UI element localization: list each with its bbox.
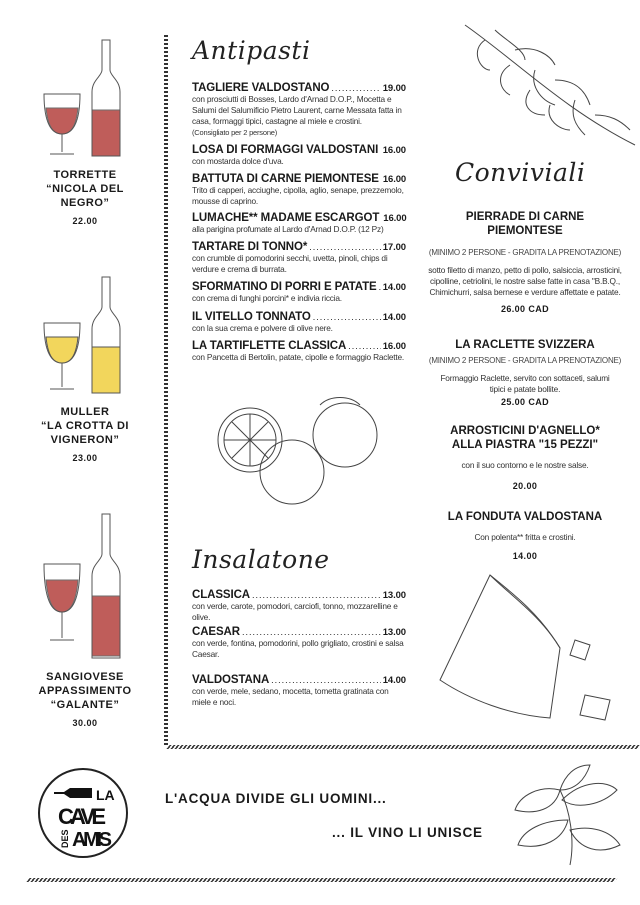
svg-text:LA: LA xyxy=(96,787,115,803)
item-price: 13.00 xyxy=(382,627,406,638)
item-minimum: (MINIMO 2 PERSONE - GRADITA LA PRENOTAZIONE) xyxy=(428,356,622,365)
item-name: ARROSTICINI D'AGNELLO* ALLA PIASTRA "15 PEZZI" xyxy=(450,425,600,451)
item-name: PIERRADE DI CARNE PIEMONTESE xyxy=(465,211,585,237)
item-name: IL VITELLO TONNATO xyxy=(192,311,311,323)
item-price: 16.00 xyxy=(383,213,407,224)
conviviali-item xyxy=(425,510,625,561)
item-price: 14.00 xyxy=(512,551,538,561)
item-price: 19.00 xyxy=(382,83,406,94)
item-price: 25.00 CAD xyxy=(500,397,550,407)
conviviali-item xyxy=(425,338,625,407)
wine-2 xyxy=(20,275,150,463)
logo-graphic xyxy=(40,770,126,856)
item-description: Con polenta** fritta e crostini. xyxy=(474,532,576,542)
item-description: con Pancetta di Bertolin, patate, cipolle e formaggio Raclette. xyxy=(192,352,405,362)
horizontal-divider xyxy=(166,745,640,749)
item-description: con il suo contorno e le nostre salse. xyxy=(461,460,589,470)
item-description: alla parigina profumate al Lardo d'Arnad D.O.P. (12 Pz) xyxy=(192,224,384,234)
item-name: LA FONDUTA VALDOSTANA xyxy=(447,511,603,523)
item-description: con verde, mele, sedano, mocetta, tometta gratinata con miele e noci. xyxy=(192,686,389,707)
menu-item xyxy=(192,173,406,207)
item-name: LOSA DI FORMAGGI VALDOSTANI xyxy=(192,144,379,156)
svg-text:AMIS: AMIS xyxy=(72,829,112,851)
item-price: 16.00 xyxy=(382,341,406,352)
item-description: con verde, carote, pomodori, carciofi, tonno, mozzarelline e olive. xyxy=(192,601,398,622)
item-minimum: (MINIMO 2 PERSONE - GRADITA LA PRENOTAZIONE) xyxy=(428,248,622,257)
item-price: 26.00 CAD xyxy=(500,304,550,314)
item-price: 20.00 xyxy=(512,481,538,491)
svg-text:DES: DES xyxy=(60,829,70,848)
item-price: 14.00 xyxy=(382,675,406,686)
wine-price: 22.00 xyxy=(72,216,98,226)
lemons-illustration xyxy=(210,390,390,510)
item-name: TAGLIERE VALDOSTANO xyxy=(192,82,330,94)
item-price: 14.00 xyxy=(382,282,406,293)
item-price: 13.00 xyxy=(382,590,406,601)
item-name: SFORMATINO DI PORRI E PATATE xyxy=(192,281,377,293)
item-description: Formaggio Raclette, servito con sottaceti, salumi tipici e patate bollite. xyxy=(440,373,610,394)
wine-bottle-glass-icon xyxy=(40,275,130,397)
item-description: sotto filetto di manzo, petto di pollo, salsiccia, arrosticini, cipolline, cetriolini, le nostre salse fatte in casa "B.B.Q., Chimichurri, salsa bernese e verdure affettate e patate. xyxy=(428,265,622,297)
wine-price: 23.00 xyxy=(72,453,98,463)
item-note: (Consigliato per 2 persone) xyxy=(192,128,278,137)
item-price: 14.00 xyxy=(382,312,406,323)
item-price: 16.00 xyxy=(382,174,407,185)
wine-name: MULLER “LA CROTTA DI VIGNERON” xyxy=(41,406,129,446)
item-name: LUMACHE** MADAME ESCARGOT xyxy=(192,212,380,224)
antipasti-title: Antipasti xyxy=(192,36,311,65)
wine-name: TORRETTE “NICOLA DEL NEGRO” xyxy=(46,169,124,209)
bottom-divider xyxy=(26,878,617,882)
wine-price: 30.00 xyxy=(72,718,98,728)
item-description: con la sua crema e polvere di olive nere. xyxy=(192,323,333,333)
menu-item xyxy=(192,144,406,167)
menu-item xyxy=(192,674,406,708)
item-name: CLASSICA xyxy=(192,589,250,601)
conviviali-item xyxy=(425,210,625,314)
item-price: 17.00 xyxy=(382,242,406,253)
wine-bottle-glass-icon xyxy=(40,38,130,160)
item-price: 16.00 xyxy=(382,145,406,156)
svg-text:CAVE: CAVE xyxy=(58,804,106,829)
menu-item xyxy=(192,311,406,334)
item-description: con crumble di pomodorini secchi, uvetta, pinoli, chips di verdure e crema di burrata. xyxy=(192,253,388,274)
logo xyxy=(38,768,128,858)
menu-item xyxy=(192,626,406,660)
item-name: LA TARTIFLETTE CLASSICA xyxy=(192,340,347,352)
wine-name: SANGIOVESE APPASSIMENTO “GALANTE” xyxy=(38,671,132,711)
menu-item xyxy=(192,281,406,304)
item-name: CAESAR xyxy=(192,626,240,638)
item-name: LA RACLETTE SVIZZERA xyxy=(455,339,595,351)
item-description: con verde, fontina, pomodorini, pollo grigliato, crostini e salsa Caesar. xyxy=(192,638,404,659)
vertical-divider xyxy=(164,35,168,747)
item-description: con crema di funghi porcini* e indivia riccia. xyxy=(192,293,342,303)
slogan-line-1: L'ACQUA DIVIDE GLI UOMINI... xyxy=(165,791,387,806)
item-description: con prosciutti di Bosses, Lardo d'Arnad D.O.P., Mocetta e Salumi del Salumificio Pietro Laurent, carne Messata fatta in casa, formaggi tipici, castagne al miele e crostini. xyxy=(192,94,402,126)
basil-illustration xyxy=(500,760,630,870)
item-name: VALDOSTANA xyxy=(192,674,270,686)
conviviali-item xyxy=(425,424,625,491)
item-name: BATTUTA DI CARNE PIEMONTESE xyxy=(192,173,379,185)
menu-item xyxy=(192,241,406,275)
slogan-line-2: ... IL VINO LI UNISCE xyxy=(332,825,483,840)
menu-item xyxy=(192,212,406,235)
wine-bottle-glass-icon xyxy=(40,512,130,662)
wine-3 xyxy=(20,512,150,728)
item-name: TARTARE DI TONNO* xyxy=(192,241,308,253)
conviviali-title: Conviviali xyxy=(455,158,586,187)
item-description: con mostarda dolce d'uva. xyxy=(192,156,284,166)
wine-1 xyxy=(20,38,150,226)
menu-item xyxy=(192,589,406,623)
menu-item xyxy=(192,340,406,363)
menu-item xyxy=(192,82,406,138)
insalatone-title: Insalatone xyxy=(192,545,330,574)
cheese-illustration xyxy=(435,570,625,735)
rosemary-illustration xyxy=(455,20,640,155)
item-description: Trito di capperi, acciughe, cipolla, aglio, senape, prezzemolo, mousse di caprino. xyxy=(192,185,404,206)
